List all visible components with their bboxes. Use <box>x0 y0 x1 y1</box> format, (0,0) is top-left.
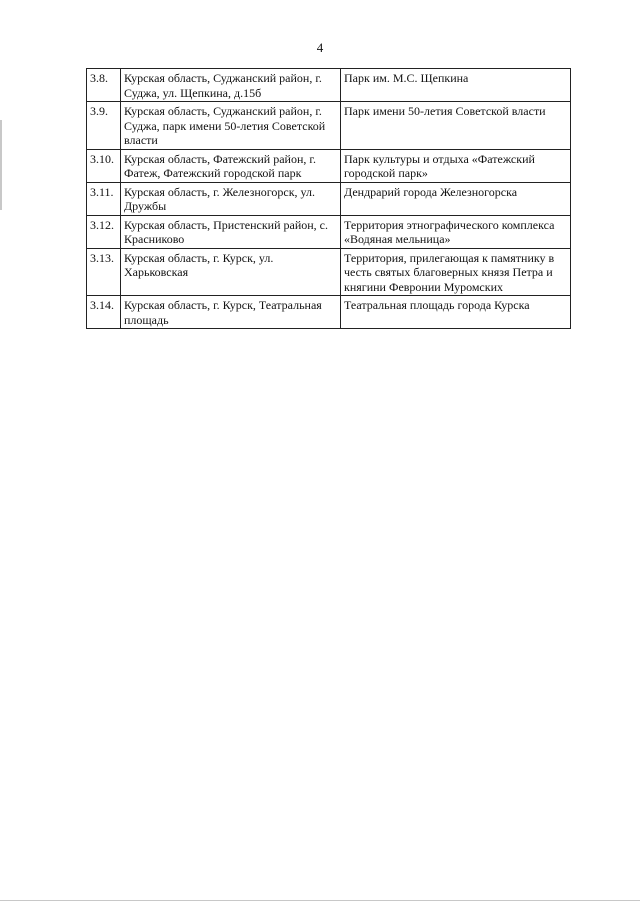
table-row <box>87 102 571 150</box>
places-table <box>86 68 571 329</box>
row-number: 3.9. <box>87 102 121 150</box>
row-number: 3.11. <box>87 182 121 215</box>
row-number: 3.14. <box>87 296 121 329</box>
table-row <box>87 296 571 329</box>
row-place-name: Парк культуры и отдыха «Фатежский городской парк» <box>341 149 571 182</box>
row-place-name: Парк им. М.С. Щепкина <box>341 69 571 102</box>
row-place-name: Территория этнографического комплекса «Водяная мельница» <box>341 215 571 248</box>
row-number: 3.8. <box>87 69 121 102</box>
row-number: 3.12. <box>87 215 121 248</box>
table-row <box>87 149 571 182</box>
row-number: 3.10. <box>87 149 121 182</box>
row-address: Курская область, Пристенский район, с. Красниково <box>121 215 341 248</box>
row-place-name: Дендрарий города Железногорска <box>341 182 571 215</box>
scan-edge-mark <box>0 900 640 901</box>
row-address: Курская область, Суджанский район, г. Суджа, ул. Щепкина, д.15б <box>121 69 341 102</box>
table-row <box>87 215 571 248</box>
row-address: Курская область, г. Железногорск, ул. Дружбы <box>121 182 341 215</box>
row-number: 3.13. <box>87 248 121 296</box>
row-address: Курская область, Фатежский район, г. Фатеж, Фатежский городской парк <box>121 149 341 182</box>
row-address: Курская область, г. Курск, ул. Харьковская <box>121 248 341 296</box>
table-row <box>87 182 571 215</box>
row-address: Курская область, Суджанский район, г. Суджа, парк имени 50-летия Советской власти <box>121 102 341 150</box>
row-place-name: Театральная площадь города Курска <box>341 296 571 329</box>
scan-edge-mark <box>0 120 2 210</box>
table-row <box>87 248 571 296</box>
row-address: Курская область, г. Курск, Театральная площадь <box>121 296 341 329</box>
table-row <box>87 69 571 102</box>
row-place-name: Территория, прилегающая к памятнику в честь святых благоверных князя Петра и княгини Февронии Муромских <box>341 248 571 296</box>
row-place-name: Парк имени 50-летия Советской власти <box>341 102 571 150</box>
page-number: 4 <box>316 40 324 55</box>
